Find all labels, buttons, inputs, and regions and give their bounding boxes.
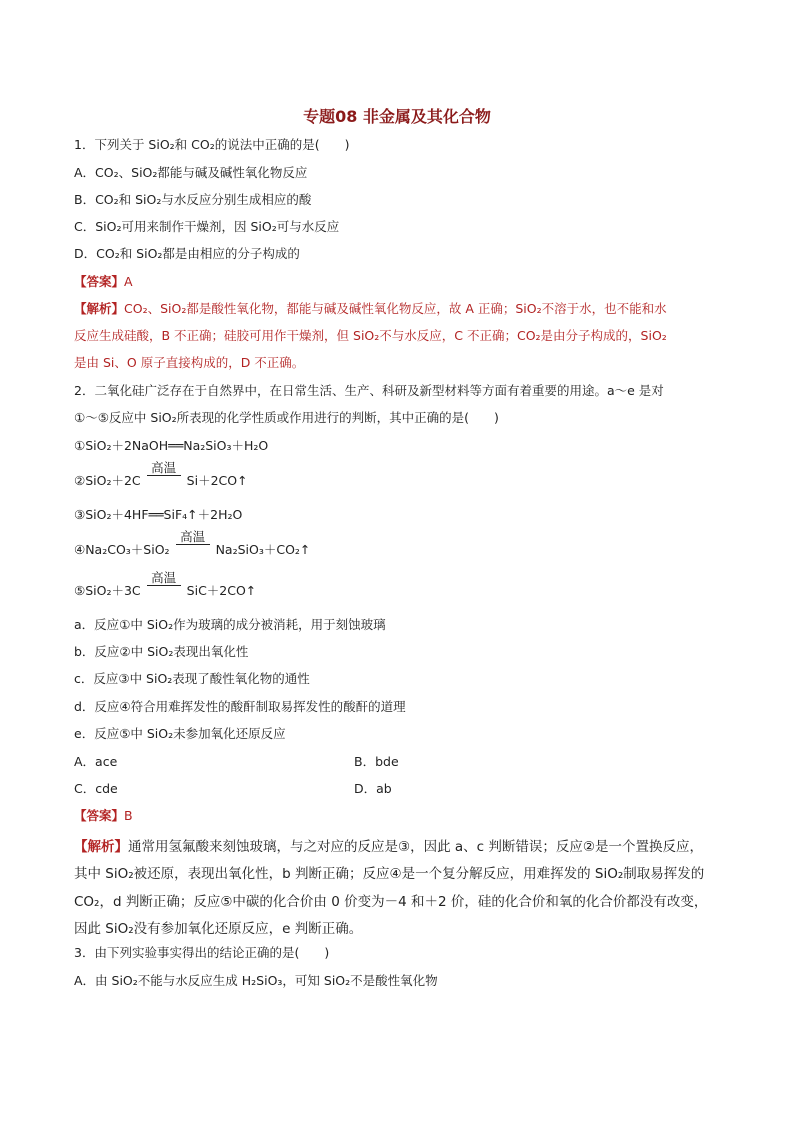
explanation-label: 【解析】 [74,301,125,316]
q2-stem-line2: ①～⑤反应中 SiO₂所表现的化学性质或作用进行的判断，其中正确的是( ) [74,410,499,425]
explanation-label: 【解析】 [74,839,128,855]
q1-stem: 1．下列关于 SiO₂和 CO₂的说法中正确的是( ) [74,137,350,152]
explanation-text: CO₂、SiO₂都是酸性氧化物，都能与碱及碱性氧化物反应，故 A 正确；SiO₂不溶于水，也不能和水 [124,301,667,316]
q3-option-a: A．由 SiO₂不能与水反应生成 H₂SiO₃，可知 SiO₂不是酸性氧化物 [74,973,438,988]
q2-explanation-line4: 因此 SiO₂没有参加氧化还原反应，e 判断正确。 [74,921,363,937]
q2-option-c: C．cde [74,781,118,796]
q1-explanation-line2: 反应生成硅酸，B 不正确；硅胶可用作干燥剂，但 SiO₂不与水反应，C 不正确；CO₂是由分子构成的，SiO₂ [74,328,667,343]
q2-explanation-line1 [74,838,703,856]
explanation-text: 通常用氢氟酸来刻蚀玻璃，与之对应的反应是③，因此 a、c 判断错误；反应②是一个置换反应， [128,839,703,855]
reaction-5-reactants: ⑤SiO₂＋3C [74,583,141,598]
statement-a: a．反应①中 SiO₂作为玻璃的成分被消耗，用于刻蚀玻璃 [74,617,386,632]
q2-option-b: B．bde [354,754,399,769]
reaction-2-reactants: ②SiO₂＋2C [74,473,141,488]
statement-d: d．反应④符合用难挥发性的酸酐制取易挥发性的酸酐的道理 [74,699,406,714]
q1-option-b: B．CO₂和 SiO₂与水反应分别生成相应的酸 [74,192,312,207]
statement-b: b．反应②中 SiO₂表现出氧化性 [74,644,249,659]
q2-answer [74,807,133,825]
reaction-2 [74,460,248,490]
reaction-condition [147,460,181,490]
statement-c: c．反应③中 SiO₂表现了酸性氧化物的通性 [74,671,310,686]
q2-explanation-line2: 其中 SiO₂被还原，表现出氧化性，b 判断正确；反应④是一个复分解反应，用难挥发的 SiO₂制取易挥发的 [74,866,705,882]
reaction-3: ③SiO₂＋4HF══SiF₄↑＋2H₂O [74,507,243,522]
q1-option-a: A．CO₂、SiO₂都能与碱及碱性氧化物反应 [74,165,308,180]
reaction-4 [74,529,311,559]
answer-value: B [124,808,133,823]
q1-explanation-line1 [74,300,667,318]
reaction-4-reactants: ④Na₂CO₃＋SiO₂ [74,542,170,557]
q2-option-d: D．ab [354,781,392,796]
q3-stem: 3．由下列实验事实得出的结论正确的是( ) [74,945,330,960]
reaction-5-products: SiC＋2CO↑ [186,583,257,598]
q1-option-c: C．SiO₂可用来制作干燥剂，因 SiO₂可与水反应 [74,219,340,234]
reaction-2-products: Si＋2CO↑ [186,473,248,488]
reaction-4-products: Na₂SiO₃＋CO₂↑ [215,542,311,557]
q1-option-d: D．CO₂和 SiO₂都是由相应的分子构成的 [74,246,300,261]
reaction-5 [74,570,257,600]
statement-e: e．反应⑤中 SiO₂未参加氧化还原反应 [74,726,286,741]
condition-text: 高温 [151,460,177,475]
reaction-1: ①SiO₂＋2NaOH══Na₂SiO₃＋H₂O [74,438,269,453]
q2-option-a: A．ace [74,754,118,769]
q2-explanation-line3: CO₂，d 判断正确；反应⑤中碳的化合价由 0 价变为－4 和＋2 价，硅的化合价和氧的化合价都没有改变， [74,894,708,910]
answer-label: 【答案】 [74,274,125,289]
answer-label: 【答案】 [74,808,125,823]
reaction-condition [176,529,210,559]
q1-answer [74,273,133,291]
reaction-condition [147,570,181,600]
q1-explanation-line3: 是由 Si、O 原子直接构成的，D 不正确。 [74,355,305,370]
q2-stem-line1: 2．二氧化硅广泛存在于自然界中，在日常生活、生产、科研及新型材料等方面有着重要的用途。a～e 是对 [74,383,664,398]
answer-value: A [124,274,133,289]
condition-text: 高温 [151,570,177,585]
condition-text: 高温 [180,529,206,544]
page-title: 专题08 非金属及其化合物 [303,107,491,126]
